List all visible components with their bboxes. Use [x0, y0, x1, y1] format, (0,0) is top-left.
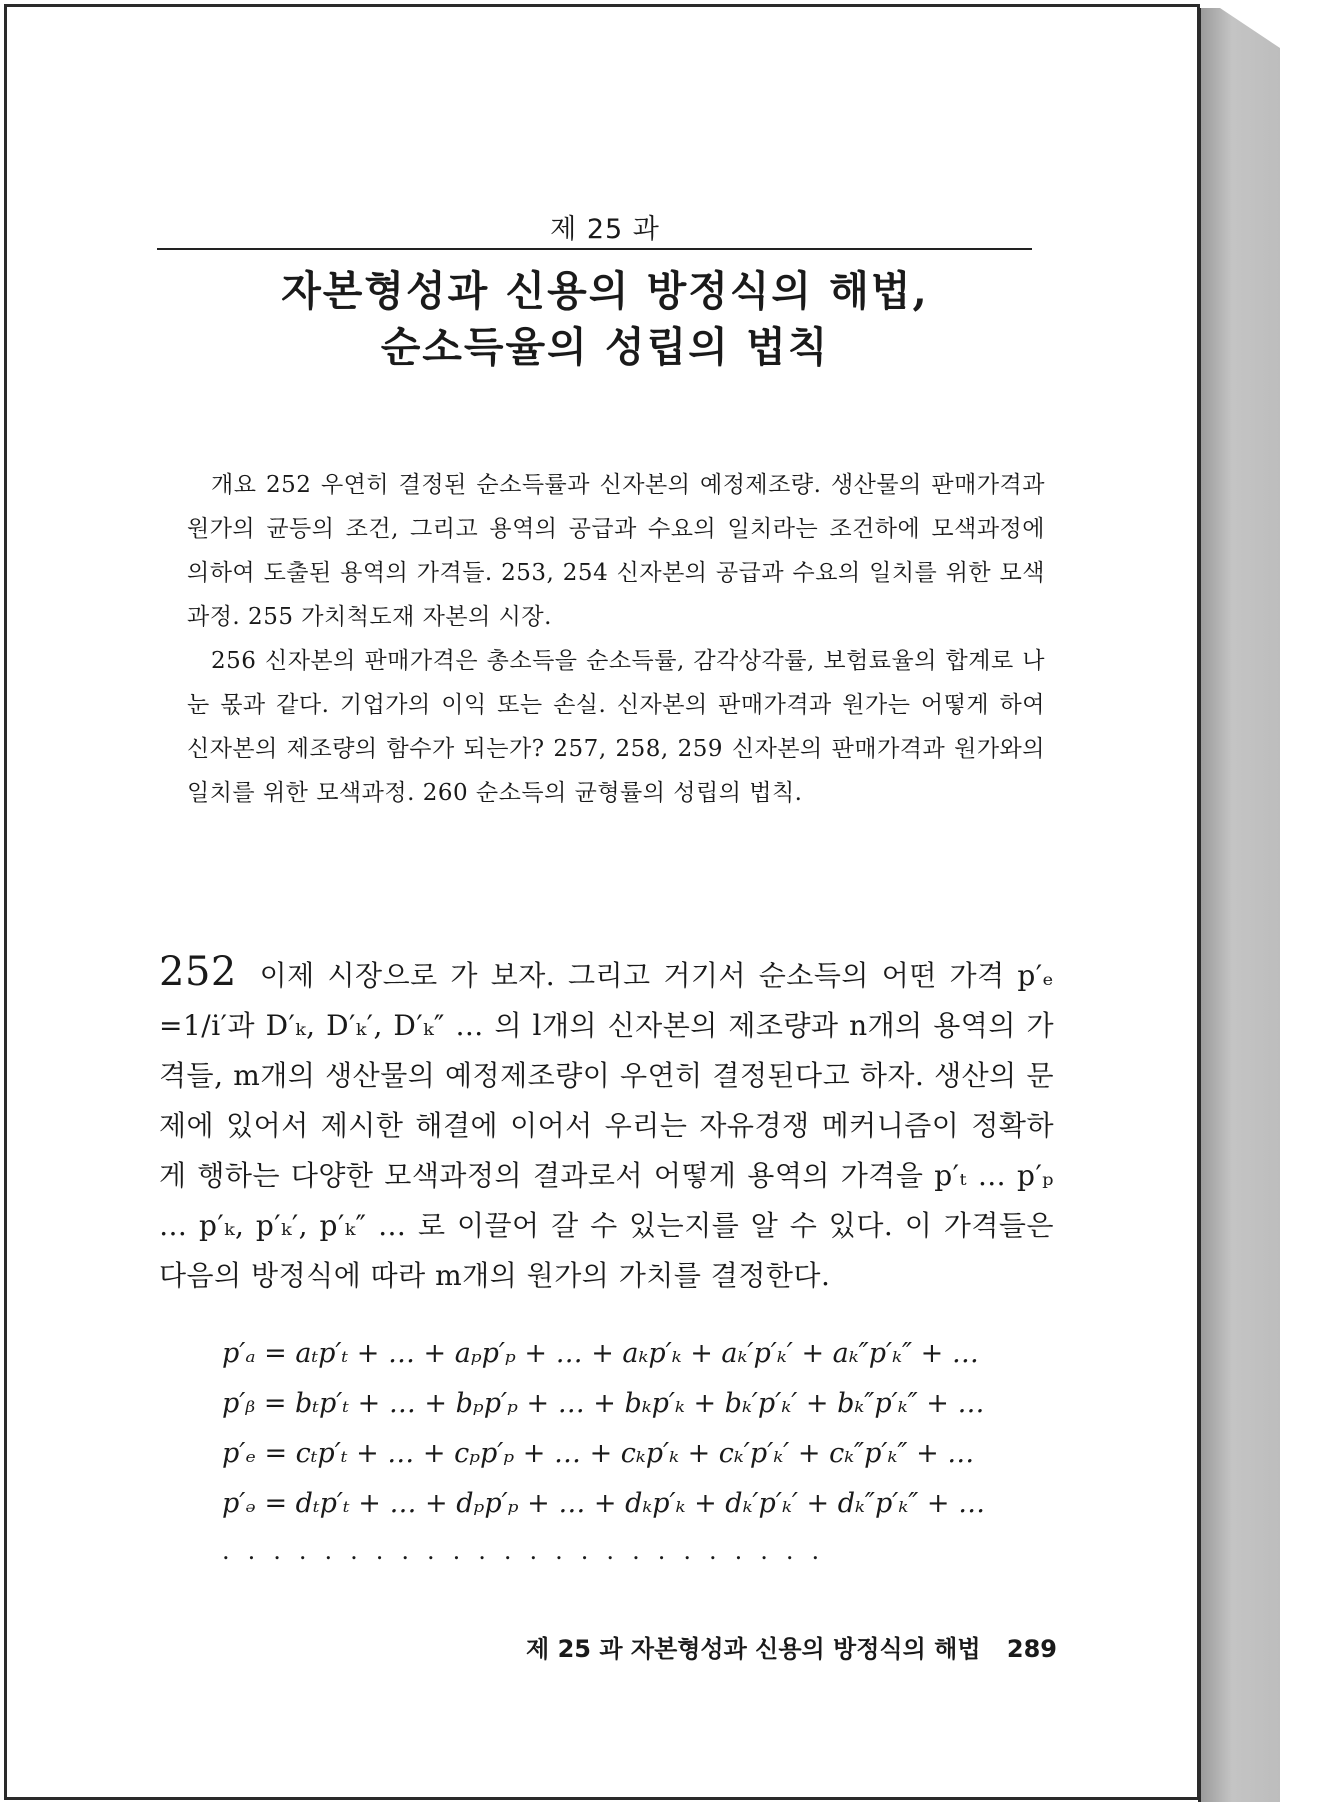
summary-paragraph-1: 개요 252 우연히 결정된 순소득률과 신자본의 예정제조량. 생산물의 판매가격과 원가의 균등의 조건, 그리고 용역의 공급과 수요의 일치라는 조건하에 모색과정에 의하여 도출된 용역의 가격들. 253, 254 신자본의 공급과 수요의 일치를 위한 모색과정. 255 가치척도재 자본의 시장. — [187, 472, 1045, 630]
page-footer — [507, 1629, 1057, 1664]
running-head: 제 25 과 자본형성과 신용의 방정식의 해법 — [526, 1635, 981, 1663]
equation-a: p′ₐ = aₜp′ₜ + … + aₚp′ₚ + … + aₖp′ₖ + aₖ′p′ₖ′ + aₖ″p′ₖ″ + … — [222, 1338, 979, 1369]
page — [4, 4, 1200, 1800]
book-spine — [1200, 8, 1280, 1802]
lesson-label: 제 25 과 — [550, 214, 660, 245]
body-paragraph — [159, 947, 1054, 1301]
title-line-1: 자본형성과 신용의 방정식의 해법, — [281, 267, 929, 315]
equation-c: p′ₑ = cₜp′ₜ + … + cₚp′ₚ + … + cₖp′ₖ + cₖ′p′ₖ′ + cₖ″p′ₖ″ + … — [222, 1438, 975, 1469]
equation-b: p′ᵦ = bₜp′ₜ + … + bₚp′ₚ + … + bₖp′ₖ + bₖ′p′ₖ′ + bₖ″p′ₖ″ + … — [222, 1388, 985, 1419]
equation-continuation-dots: ........................ — [222, 1537, 838, 1565]
title-rule — [157, 248, 1032, 250]
summary-paragraph-2: 256 신자본의 판매가격은 총소득을 순소득률, 감각상각률, 보험료율의 합계로 나눈 몫과 같다. 기업가의 이익 또는 손실. 신자본의 판매가격과 원가는 어떻게 하여 신자본의 제조량의 함수가 되는가? 257, 258, 259 신자본의 판매가격과 원가와의 일치를 위한 모색과정. 260 순소득의 균형률의 성립의 법칙. — [187, 648, 1045, 806]
title-line-2: 순소득율의 성립의 법칙 — [380, 323, 830, 371]
paragraph-number: 252 — [159, 949, 237, 995]
summary-block — [187, 463, 1045, 815]
equation-block — [222, 1329, 1002, 1573]
body-text: 이제 시장으로 가 보자. 그리고 거기서 순소득의 어떤 가격 p′ₑ =1/i′과 D′ₖ, D′ₖ′, D′ₖ″ … 의 l개의 신자본의 제조량과 n개의 용역의 가격들, m개의 생산물의 예정제조량이 우연히 결정된다고 하자. 생산의 문제에 있어서 제시한 해결에 이어서 우리는 자유경쟁 메커니즘이 정확하게 행하는 다양한 모색과정의 결과로서 어떻게 용역의 가격을 p′ₜ … p′ₚ … p′ₖ, p′ₖ′, p′ₖ″ … 로 이끌어 갈 수 있는지를 알 수 있다. 이 가격들은 다음의 방정식에 따라 m개의 원가의 가치를 결정한다. — [159, 959, 1055, 1292]
chapter-title — [7, 263, 1203, 375]
page-number: 289 — [1006, 1635, 1057, 1663]
equation-d: p′ₔ = dₜp′ₜ + … + dₚp′ₚ + … + dₖp′ₖ + dₖ′p′ₖ′ + dₖ″p′ₖ″ + … — [222, 1488, 986, 1519]
